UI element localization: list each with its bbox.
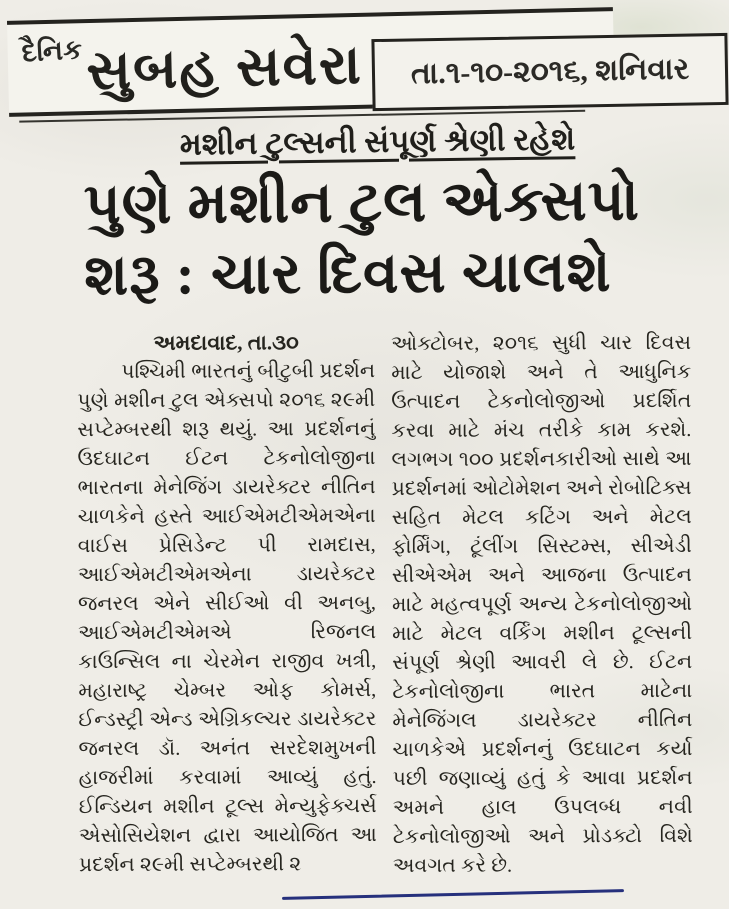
masthead-daily-label: દૈનિક (20, 34, 83, 68)
article-body (77, 329, 693, 882)
article-paragraph-right: ઓક્ટોબર, ૨૦૧૬ સુધી ચાર દિવસ માટે યોજાશે અને તે આધુનિક ઉત્પાદન ટેકનોલોજીઓ પ્રદર્શિત કરવા માટે મંચ તરીકે કામ કરશે. લગભગ ૧૦૦ પ્રદર્શનકારીઓ સાથે આ પ્રદર્શનમાં ઓટોમેશન અને રોબોટિક્સ સહિત મેટલ કટિંગ અને મેટલ ફોર્મિંગ, ટૂંલીંગ સિસ્ટમ્સ, સીએડી સીએએમ અને આજના ઉત્પાદન માટે મહત્વપૂર્ણ અન્ય ટેકનોલોજીઓ માટે મેટલ વર્કિંગ મશીન ટૂલ્સની સંપૂર્ણ શ્રેણી આવરી લે છે. ઈટન ટેકનોલોજીના ભારત માટેના મેનેજિંગલ ડાયરેક્ટર નીતિન ચાળકેએ પ્રદર્શનનું ઉદઘાટન કર્યા પછી જણાવ્યું હતું કે આવા પ્રદર્શન અમને હાલ ઉપલબ્ધ નવી ટેકનોલોજીઓ અને પ્રોડક્ટો વિશે અવગત કરે છે. (391, 331, 693, 877)
article-dateline: અમદાવાદ, તા.૩૦ (153, 330, 299, 355)
article-column-left (77, 330, 377, 882)
article-headline (84, 166, 713, 312)
article-paragraph-left: પશ્ચિમી ભારતનું બીટુબી પ્રદર્શન પુણે મશીન ટુલ એક્સપો ૨૦૧૬ ૨૯મી સપ્ટેમ્બરથી શરૂ થયું. આ પ્રદર્શનનું ઉદઘાટન ઈટન ટેકનોલોજીના ભારતના મેનેજિંગ ડાયરેક્ટર નીતિન ચાળકેને હસ્તે આઈએમટીએમએના વાઈસ પ્રેસિડેન્ટ પી રામદાસ, આઈએમટીએમએના ડાયરેક્ટર જનરલ એને સીઈઓ વી અનબુ, આઈએમટીએમએ રિજનલ કાઉન્સિલ ના ચેરમેન રાજીવ ખત્રી, મહારાષ્ટ્ર ચેમ્બર ઓફ કોમર્સ, ઈન્ડસ્ટ્રી એન્ડ એગ્રિકલ્ચર ડાયરેક્ટર જનરલ ડૉ. અનંત સરદેશમુખની હાજરીમાં કરવામાં આવ્યું હતું. ઈન્ડિયન મશીન ટૂલ્સ મેન્યુફેક્ચર્સ એસોસિયેશન દ્વારા આયોજિત આ પ્રદર્શન ૨૯મી સપ્ટેમ્બરથી ૨ (77, 360, 377, 877)
headline-line-2: શરૂ : ચાર દિવસ ચાલશે (84, 240, 612, 307)
masthead-date: તા.૧-૧૦-૨૦૧૬, શનિવાર (410, 52, 690, 91)
article-kicker: મશીન ટુલ્સની સંપૂર્ણ શ્રેણી રહેશે (179, 121, 576, 162)
masthead-paper-name: સુબહ સવેરા (85, 33, 364, 102)
masthead-date-box (371, 33, 728, 111)
headline-line-1: પુણે મશીન ટુલ એક્સપો (83, 169, 641, 237)
article-column-right (391, 329, 693, 881)
bottom-ink-rule (282, 889, 624, 900)
